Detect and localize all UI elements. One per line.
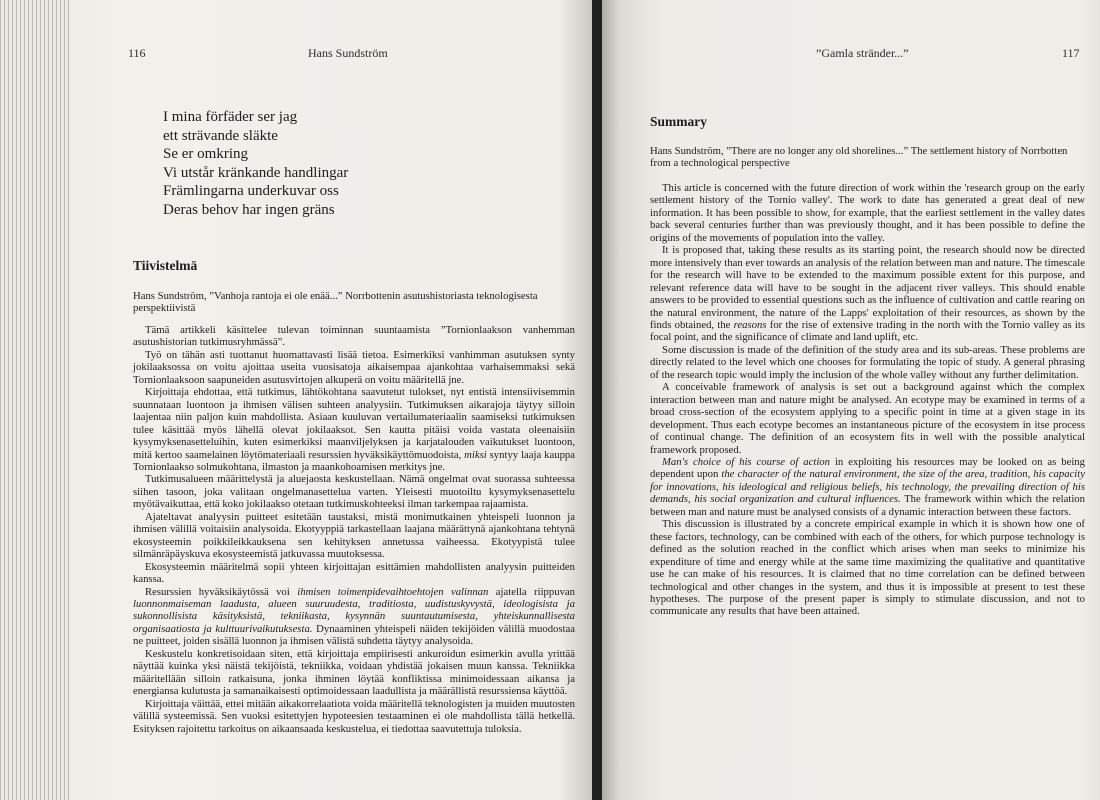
text-run: Resurssien hyväksikäytössä voi	[145, 585, 298, 598]
gutter	[592, 0, 602, 800]
text-run: syntyy laaja kauppa Tornionlaakso solmukohtana, ilmaston ja maankohoamisen merkitys jne.	[133, 448, 575, 473]
paragraph	[650, 518, 1085, 618]
paragraph	[650, 381, 1085, 456]
text-run: Työ on tähän asti tuottanut huomattavasti lisää tietoa. Esimerkiksi vanhimman asutuksen synty jokilaaksossa on voitu ajoittaa useita vuosisatoja aikaisempaa ajankohtaa varhaisemmaksi sekä Tornionlaaksoon saapuneiden asutusvirtojen alkuperä on voitu määritellä jne.	[133, 348, 575, 386]
left-running-head: Hans Sundström	[308, 46, 388, 60]
poem-line: Främlingarna underkuvar oss	[163, 183, 339, 200]
text-run: Tutkimusalueen määrittelystä ja aluejaosta keskustellaan. Nämä ongelmat ovat suorassa suhteessa siihen tasoon, joka valitaan ongelmanasettelua varten. Yleisesti muotoiltu kysymyksenasettelu myötävaikuttaa, että koko jokilaakso otetaan tutkimuskohteeksi ilman tarkempaa rajaamista.	[133, 473, 575, 511]
poem-line: I mina förfäder ser jag	[163, 109, 298, 125]
text-run: This discussion is illustrated by a concrete empirical example in which it is shown how one of these factors, technology, can be combined with each of the others, for which purpose technology is defined as the solution reached in the conflict which arises when man seeks to minimize his expenditure of time and energy while at the same time maximizing the qualitative and quantitative use he can make of his resources. It is claimed that no time correlation can be defined between technological and other changes in the system, and thus it is impossible at present to test these hypotheses. The purpose of the present paper is simply to stimulate discussion, and not to communicate any results that have been attained.	[650, 518, 1085, 618]
text-run: It is proposed that, taking these results as its starting point, the research should now be directed more intensively than ever towards an analysis of the relation between man and nature. The timescale for the research will have to be extended to the maximum possible extent for this purpose, and relevant reference data will have to be sought in the adjacent river valleys. This should enable answers to be provided to essential questions such as the influence of cultivation and cattle rearing on the natural environment, the nature of the Lapps' exploitation of their resources, as shown by the finds obtained, the	[650, 244, 1085, 331]
text-run: Some discussion is made of the definition of the study area and its sub-areas. These problems are directly related to the level which one chooses for formulating the topic of study. A general phrasing of the research topic would imply the inclusion of the whole valley without any further delimitation.	[650, 343, 1085, 381]
text-run: This article is concerned with the future direction of work within the 'research group on the early settlement history of the Tornio valley'. The work to date has generated a great deal of new information. It has been possible to show, for example, that the earliest settlement in the valley dates back several centuries further than was previously thought, and it has been possible to define the origins of the movements of population into the valley.	[650, 182, 1085, 244]
paragraph	[650, 244, 1085, 344]
italic-run: Man's choice of his course of action	[662, 455, 830, 468]
italic-run: luonnonmaiseman laadusta, alueen suuruudesta, traditiosta, uudistuskyvystä, ideologisista ja sukonnollisista käsityksistä, tekniikasta, kysynnän suuntautumisesta, yhteiskunnallisesta organisaatiosta ja kulttuurivaikutuksesta.	[133, 597, 575, 635]
poem-line: Deras behov har ingen gräns	[163, 201, 335, 218]
paragraph	[133, 386, 575, 473]
citation: Hans Sundström, ”Vanhoja rantoja ei ole enää...” Norrbottenin asutushistoriasta teknologisesta perspektiivistä	[133, 290, 538, 315]
poem-line: Vi utstår kränkande handlingar	[163, 164, 349, 181]
paragraph	[133, 698, 575, 735]
paragraph	[133, 349, 575, 386]
poem-line: ett strävande släkte	[163, 127, 278, 144]
paragraph	[133, 648, 575, 698]
paragraph	[133, 561, 575, 586]
text-run: Ajateltavat analyysin puitteet esitetään taustaksi, mistä monimutkainen yhteispeli luonnon ja ihmisen välillä voitaisiin analysoida. Ekotyyppiä tarkastellaan laajana määrättynä ajankohtana tehtynä ekosysteemin poikkileikkauksena sen kehityksen annetussa vaiheessa. Ekotyypistä tulee silmänräpäyskuva ekosysteemistä jatkuvassa muutoksessa.	[133, 510, 575, 561]
paragraph	[133, 324, 575, 349]
section-title: Tiivistelmä	[133, 258, 198, 273]
italic-run: the character of the natural environment, the size of the area, tradition, his capacity for innovations, his ideological and religious beliefs, his technology, the prevailing direction of his demands, his social organization and cultural influences.	[650, 468, 1085, 506]
paragraph	[133, 511, 575, 561]
paragraph	[133, 586, 575, 648]
body-text	[650, 182, 1085, 618]
italic-run: miksi	[464, 448, 487, 461]
citation: Hans Sundström, ”There are no longer any old shorelines...” The settlement history of Norrbotten from a technological perspective	[650, 145, 1068, 170]
page-edges	[0, 0, 70, 800]
left-page-number: 116	[128, 46, 146, 60]
text-run: Dynaaminen yhteispeli näiden tekijöiden välillä muodostaa ne puitteet, joiden sisällä luonnon ja ihmisen välistä suhdetta täytyy analysoida.	[133, 622, 575, 648]
text-run: Tämä artikkeli käsittelee tulevan toiminnan suuntaamista ”Tornionlaakson vanhemman asutushistorian tutkimusryhmässä”.	[133, 324, 575, 349]
text-run: ajatella riippuvan	[488, 585, 575, 598]
section-title: Summary	[650, 114, 707, 129]
right-page	[602, 0, 1100, 800]
text-run: for the rise of extensive trading in the north with the Tornio valley as its focal point, and the significance of climate and land uplift, etc.	[650, 318, 1085, 344]
text-run: in exploiting his resources may be looked on as being dependent upon	[650, 455, 1085, 481]
poem	[163, 108, 348, 220]
italic-run: reasons	[733, 318, 767, 331]
text-run: Ekosysteemin määritelmä sopii yhteen kirjoittajan esittämien mahdollisten analyysin puitteiden kanssa.	[133, 560, 575, 586]
right-running-head: ”Gamla stränder...”	[816, 46, 909, 60]
text-run: Kirjoittaja väittää, ettei mitään aikakorrelaatiota voida määritellä teknologisten ja muiden muutosten välillä systeemissä. Sen vuoksi esitettyjen hypoteesien testaaminen ei ole mahdollista tällä hetkellä. Esityksen rajoitettu tarkoitus on aikaansaada keskustelua, ei tiedottaa saavutettuja tuloksia.	[133, 697, 575, 735]
text-run: A conceivable framework of analysis is set out a background against which the complex interaction between man and nature might be analysed. An ecotype may be examined in terms of a broad cross-section of the ecosystem applying to a specific point in time at a given stage in its development. Thus each ecotype becomes an instantaneous picture of the ecosystem in itse process of continual change. The definition of an ecosystem fits in well with the possible analytical framework proposed.	[650, 381, 1085, 456]
text-run: The framework within which the relation between man and nature must be analysed consists of a dynamic interaction between these factors.	[650, 493, 1085, 518]
text-run: Kirjoittaja ehdottaa, että tutkimus, lähtökohtana saavutetut tulokset, nyt entistä intensiivisemmin suunnataan luontoon ja ihmisen välisen suhteen analyysiin. Tutkimuksen aikarajoja täytyy silloin laajentaa niin paljon kuin mahdollista. Asiaan kuuluvan vertailumateriaalin saamiseksi tutkimuksen tulee käsittää myös lähellä olevat jokilaaksot. Sen kautta pitäisi voida vastata oleenaisiin kysymyksenasetteluihin, kuten esimerkiksi maanviljelyksen ja karjatalouden vaikutukset luontoon, mitä kertoo saamelainen löytömateriaali resurssien hyväksikäyttömuodoista,	[133, 386, 575, 461]
paragraph	[650, 182, 1085, 244]
body-text	[133, 324, 575, 735]
text-run: Keskustelu konkretisoidaan siten, että kirjoittaja empiirisesti ankuroidun esimerkin avulla yrittää näyttää kuinka yksi näistä tekijöistä, tekniikka, voidaan yhdistää jokaisen muun kanssa. Tekniikka määritellään silloin ratkaisuna, jonka ihminen löytää konfliktissa minimoidessaan aikansa ja energiansa kulutusta ja samanaikaisesti optimoidessaan laadullista ja määrällistä resurssiensa käyttöä.	[133, 647, 575, 698]
right-page-number: 117	[1062, 46, 1080, 60]
paragraph	[650, 344, 1085, 381]
paragraph	[650, 456, 1085, 518]
poem-line: Se er omkring	[163, 146, 248, 163]
italic-run: ihmisen toimenpidevaihtoehtojen valinnan	[297, 585, 489, 598]
paragraph	[133, 473, 575, 510]
